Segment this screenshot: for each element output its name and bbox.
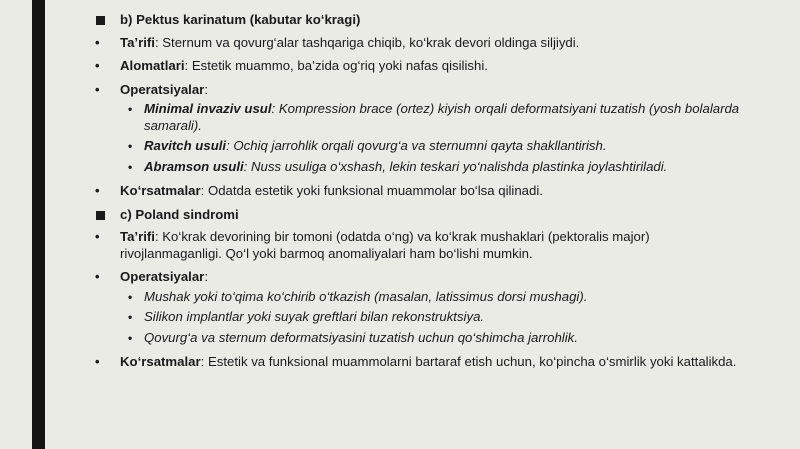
sublist xyxy=(92,289,752,347)
bullet-icon: • xyxy=(128,310,133,324)
list-item-alomatlari: • Alomatlari: Estetik muammo, ba’zida og‘riq yoki nafas qisilishi. xyxy=(95,58,488,73)
bullet-icon: • xyxy=(95,81,100,97)
list-item-tarifi: • Ta’rifi: Sternum va qovurg‘alar tashqariga chiqib, ko‘krak devori oldinga siljiydi. xyxy=(95,34,580,50)
list-item-korsatmalar: • Ko‘rsatmalar: Odatda estetik yoki funksional muammolar bo‘lsa qilinadi. xyxy=(95,183,543,198)
bullet-icon: • xyxy=(95,58,100,73)
section-heading-pectus-carinatum: b) Pektus karinatum (kabutar ko‘kragi) xyxy=(92,12,752,29)
bullet-icon: • xyxy=(95,229,100,244)
bullet-icon: • xyxy=(95,354,100,369)
list-item-korsatmalar: • Ko‘rsatmalar: Estetik va funksional muammolarni bartaraf etish uchun, ko‘pincha o‘smirlik yoki kattalikda. xyxy=(95,354,737,369)
slide-content xyxy=(92,12,752,378)
sublist-item: • Minimal invaziv usul: Kompression brace (ortez) kiyish orqali deformatsiyani tuzatish (yosh bolalarda samarali). xyxy=(128,101,740,133)
bullet-icon: • xyxy=(128,159,133,174)
square-bullet-icon xyxy=(96,16,105,25)
square-bullet-icon xyxy=(96,211,105,220)
bullet-icon: • xyxy=(128,330,133,345)
bullet-icon: • xyxy=(95,183,100,198)
sublist-item: • Ravitch usuli: Ochiq jarrohlik orqali qovurg‘a va sternumni qayta shakllantirish. xyxy=(128,138,607,153)
bullet-icon: • xyxy=(95,269,100,284)
sublist-item: • Abramson usuli: Nuss usuliga o‘xshash, lekin teskari yo‘nalishda plastinka joylashtiriladi. xyxy=(128,158,668,174)
bullet-icon: • xyxy=(128,102,133,116)
sublist-item: • Qovurg‘a va sternum deformatsiyasini tuzatish uchun qo‘shimcha jarrohlik. xyxy=(128,329,578,345)
list-item-operatsiyalar: • Operatsiyalar: xyxy=(95,269,208,284)
sublist-item: • Mushak yoki to‘qima ko‘chirib o‘tkazish (masalan, latissimus dorsi mushagi). xyxy=(128,288,588,304)
slide-left-bar xyxy=(32,0,45,449)
list-item-operatsiyalar: • Operatsiyalar: xyxy=(95,81,208,97)
bullet-icon: • xyxy=(128,139,133,153)
section-heading-poland-syndrome: c) Poland sindromi xyxy=(92,207,752,224)
list-item-tarifi: • Ta’rifi: Ko‘krak devorining bir tomoni (odatda o‘ng) va ko‘krak mushaklari (pektoralis major) rivojlanmaganligi. Qo‘l yoki barmoq anomaliyalari ham bo‘lishi mumkin. xyxy=(95,229,650,261)
bullet-icon: • xyxy=(128,289,133,304)
bullet-icon: • xyxy=(95,34,100,50)
sublist-item: • Silikon implantlar yoki suyak greftlari bilan rekonstruktsiya. xyxy=(128,309,485,324)
sublist xyxy=(92,101,752,175)
